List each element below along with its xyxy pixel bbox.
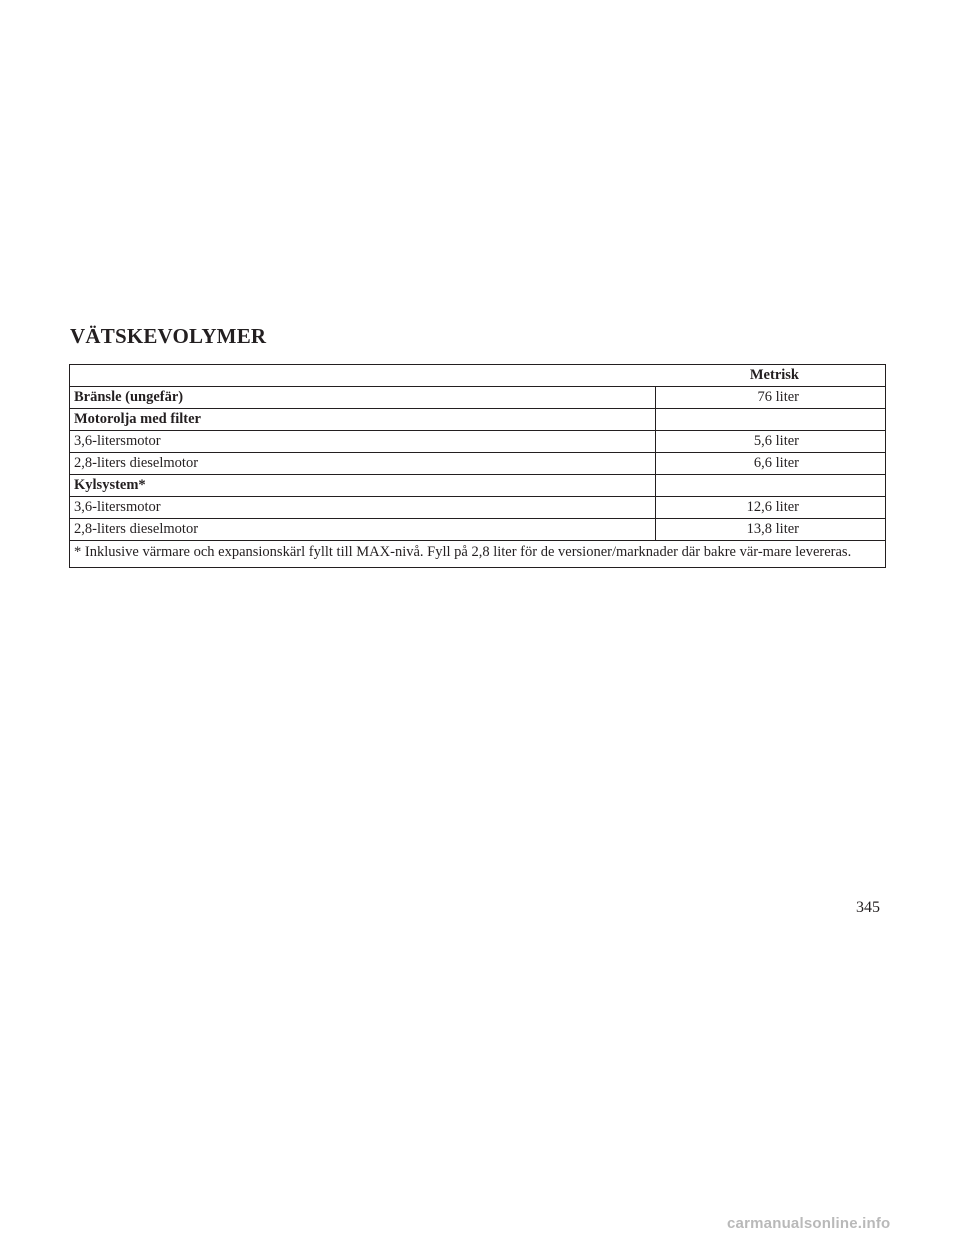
table-row	[70, 497, 886, 519]
table-row	[70, 519, 886, 541]
row-value	[656, 409, 886, 431]
row-label: Motorolja med filter	[70, 409, 656, 431]
row-value: 12,6 liter	[656, 497, 886, 519]
row-value: 5,6 liter	[656, 431, 886, 453]
header-label-cell	[70, 365, 656, 387]
row-value: 6,6 liter	[656, 453, 886, 475]
header-unit-cell: Metrisk	[656, 365, 886, 387]
row-label: Kylsystem*	[70, 475, 656, 497]
row-value	[656, 475, 886, 497]
table-row	[70, 453, 886, 475]
row-value: 13,8 liter	[656, 519, 886, 541]
table-row	[70, 387, 886, 409]
page-title: VÄTSKEVOLYMER	[70, 324, 267, 348]
footnote: * Inklusive värmare och expansionskärl fyllt till MAX-nivå. Fyll på 2,8 liter för de versioner/marknader där bakre vär-mare levereras.	[70, 541, 886, 568]
fluid-capacity-table	[69, 364, 886, 568]
table-row	[70, 475, 886, 497]
row-label: 3,6-litersmotor	[70, 497, 656, 519]
table-row	[70, 431, 886, 453]
row-label: 3,6-litersmotor	[70, 431, 656, 453]
row-value: 76 liter	[656, 387, 886, 409]
page-number: 345	[856, 899, 880, 916]
row-label: 2,8-liters dieselmotor	[70, 453, 656, 475]
footnote-row	[70, 541, 886, 568]
row-label: Bränsle (ungefär)	[70, 387, 656, 409]
table-row	[70, 409, 886, 431]
table-header-row	[70, 365, 886, 387]
watermark-text: carmanualsonline.info	[727, 1215, 891, 1232]
row-label: 2,8-liters dieselmotor	[70, 519, 656, 541]
